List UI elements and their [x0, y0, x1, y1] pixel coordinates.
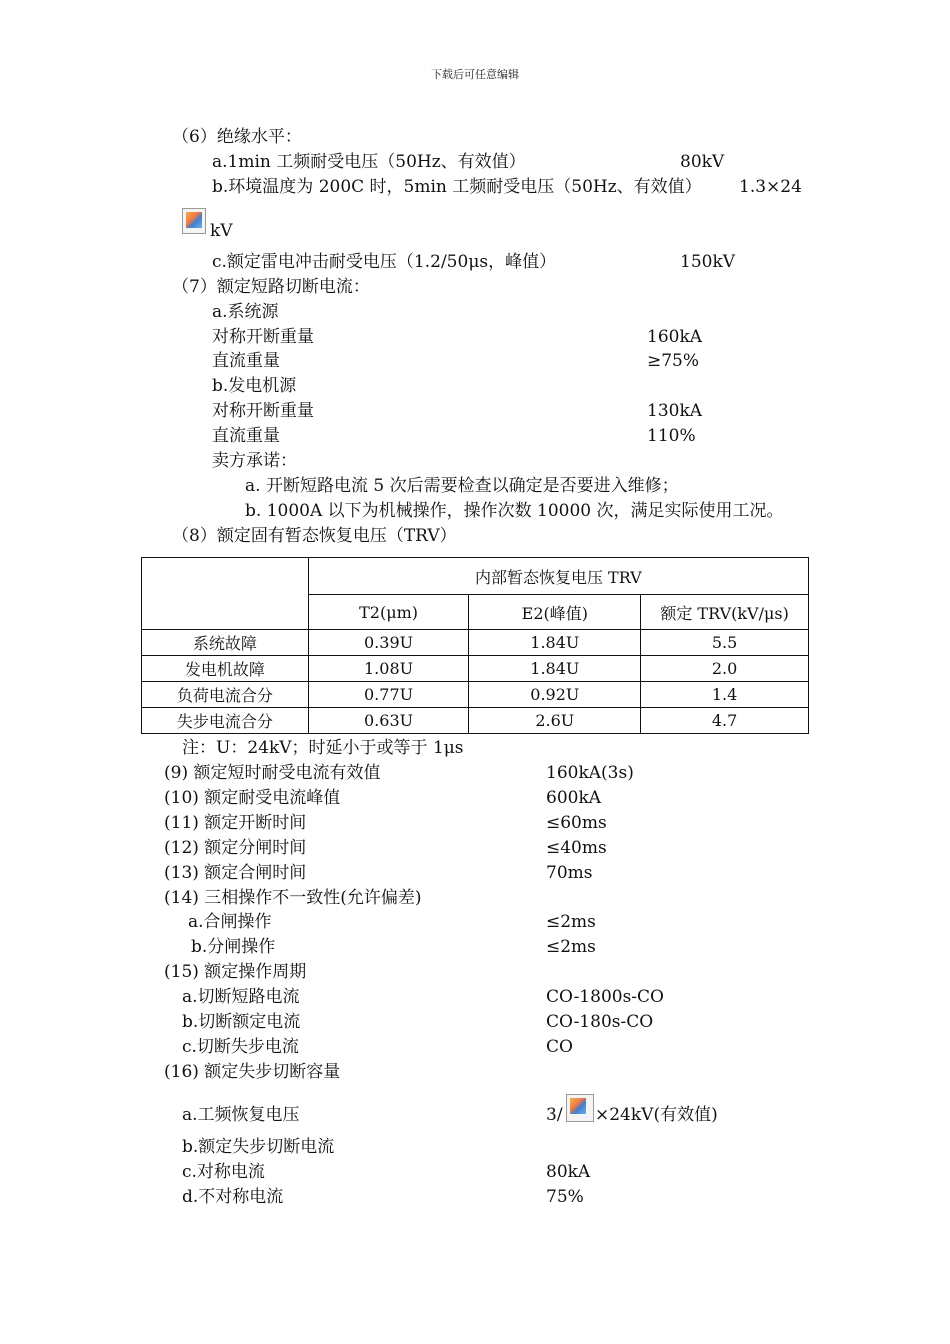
- trv-cell-trv: 1.4: [641, 682, 809, 708]
- broken-image-icon: [566, 1094, 594, 1122]
- trv-col-header-e2: E2(峰值): [469, 595, 641, 630]
- s16-d-label: d.不对称电流: [182, 1187, 284, 1207]
- trv-row-label: 失步电流合分: [142, 708, 309, 734]
- s14-b-label: b.分闸操作: [191, 937, 276, 957]
- s6-b-label: b.环境温度为 200C 时，5min 工频耐受电压（50Hz、有效值）: [212, 177, 702, 197]
- s15-c-value: CO: [546, 1037, 573, 1057]
- s9-label: (9) 额定短时耐受电流有效值: [164, 763, 381, 783]
- section-6-title: （6）绝缘水平：: [172, 127, 302, 147]
- section-7-title: （7）额定短路切断电流：: [172, 277, 370, 297]
- s12-label: (12) 额定分闸时间: [164, 838, 307, 858]
- s11-value: ≤60ms: [546, 813, 607, 833]
- s16-a-label: a.工频恢复电压: [182, 1105, 300, 1125]
- trv-cell-trv: 2.0: [641, 656, 809, 682]
- section-14-title: (14) 三相操作不一致性(允许偏差): [164, 888, 422, 908]
- s6-b-value: 1.3×24: [739, 177, 802, 197]
- table-row: [142, 656, 809, 682]
- trv-row-label: 发电机故障: [142, 656, 309, 682]
- trv-cell-t2: 0.39U: [308, 630, 469, 656]
- s16-c-label: c.对称电流: [182, 1162, 265, 1182]
- trv-cell-trv: 4.7: [641, 708, 809, 734]
- s7-a1-label: 对称开断重量: [212, 327, 314, 347]
- trv-row-label: 负荷电流合分: [142, 682, 309, 708]
- s16-a-prefix: 3/: [546, 1105, 563, 1125]
- s7-promise-heading: 卖方承诺：: [212, 451, 297, 471]
- trv-cell-t2: 0.77U: [308, 682, 469, 708]
- trv-row-label: 系统故障: [142, 630, 309, 656]
- s15-b-label: b.切断额定电流: [182, 1012, 301, 1032]
- s6-a-value: 80kV: [680, 152, 725, 172]
- trv-cell-e2: 2.6U: [469, 708, 641, 734]
- s6-c-label: c.额定雷电冲击耐受电压（1.2/50μs，峰值）: [212, 252, 557, 272]
- section-8-title: （8）额定固有暂态恢复电压（TRV）: [172, 526, 457, 546]
- trv-cell-e2: 1.84U: [469, 630, 641, 656]
- trv-cell-t2: 0.63U: [308, 708, 469, 734]
- s7-a2-value: ≥75%: [647, 351, 700, 371]
- trv-col-header-t2: T2(μm): [308, 595, 469, 630]
- s15-a-label: a.切断短路电流: [182, 987, 300, 1007]
- s7-b-heading: b.发电机源: [212, 376, 297, 396]
- trv-table-corner-cell: [142, 558, 309, 630]
- table-row: [142, 708, 809, 734]
- s16-a-suffix: ×24kV(有效值): [595, 1105, 718, 1125]
- s7-a2-label: 直流重量: [212, 351, 280, 371]
- s14-a-label: a.合闸操作: [188, 912, 272, 932]
- s6-a-label: a.1min 工频耐受电压（50Hz、有效值）: [212, 152, 526, 172]
- s7-b1-label: 对称开断重量: [212, 401, 314, 421]
- s13-value: 70ms: [546, 863, 593, 883]
- s15-c-label: c.切断失步电流: [182, 1037, 299, 1057]
- s9-value: 160kA(3s): [546, 763, 634, 783]
- s13-label: (13) 额定合闸时间: [164, 863, 307, 883]
- s6-b-unit: kV: [210, 221, 233, 241]
- s6-c-value: 150kV: [680, 252, 736, 272]
- s7-b1-value: 130kA: [647, 401, 703, 421]
- s14-a-value: ≤2ms: [546, 912, 596, 932]
- trv-cell-trv: 5.5: [641, 630, 809, 656]
- s15-a-value: CO-1800s-CO: [546, 987, 664, 1007]
- table-row: [142, 682, 809, 708]
- s7-a1-value: 160kA: [647, 327, 703, 347]
- s16-b-label: b.额定失步切断电流: [182, 1137, 335, 1157]
- trv-group-header: 内部暂态恢复电压 TRV: [308, 558, 808, 595]
- s7-promise-b: b. 1000A 以下为机械操作，操作次数 10000 次，满足实际使用工况。: [245, 501, 784, 521]
- s11-label: (11) 额定开断时间: [164, 813, 307, 833]
- s7-b2-label: 直流重量: [212, 426, 280, 446]
- s16-c-value: 80kA: [546, 1162, 591, 1182]
- trv-cell-t2: 1.08U: [308, 656, 469, 682]
- s7-a-heading: a.系统源: [212, 302, 279, 322]
- s12-value: ≤40ms: [546, 838, 607, 858]
- table-row: [142, 630, 809, 656]
- section-15-title: (15) 额定操作周期: [164, 962, 307, 982]
- trv-cell-e2: 0.92U: [469, 682, 641, 708]
- s7-b2-value: 110%: [647, 426, 696, 446]
- s15-b-value: CO-180s-CO: [546, 1012, 654, 1032]
- trv-note: 注：U：24kV；时延小于或等于 1μs: [182, 738, 464, 758]
- s16-d-value: 75%: [546, 1187, 584, 1207]
- s10-value: 600kA: [546, 788, 602, 808]
- s14-b-value: ≤2ms: [546, 937, 596, 957]
- trv-table: [141, 557, 809, 734]
- trv-col-header-rated-trv: 额定 TRV(kV/μs): [641, 595, 809, 630]
- broken-image-icon: [182, 208, 206, 234]
- section-16-title: (16) 额定失步切断容量: [164, 1062, 341, 1082]
- trv-cell-e2: 1.84U: [469, 656, 641, 682]
- s10-label: (10) 额定耐受电流峰值: [164, 788, 341, 808]
- page-header: 下载后可任意编辑: [431, 68, 519, 81]
- s7-promise-a: a. 开断短路电流 5 次后需要检查以确定是否要进入维修；: [245, 476, 679, 496]
